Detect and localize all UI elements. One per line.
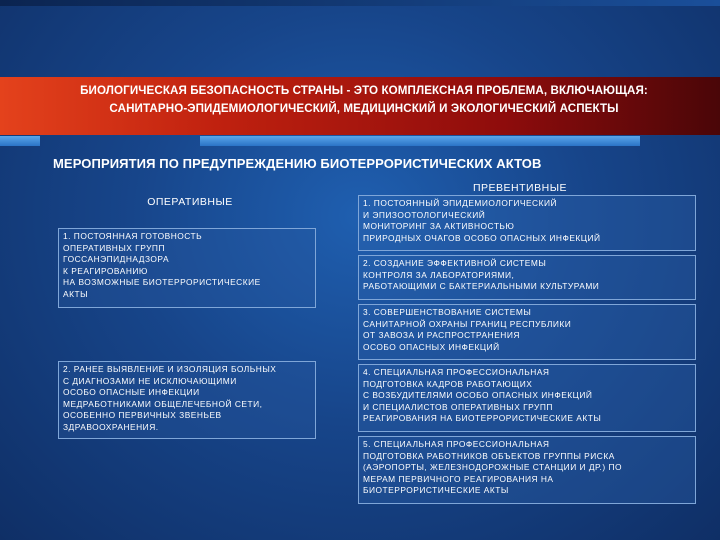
- banner-title: [14, 82, 714, 118]
- preventive-item-4: 4. СПЕЦИАЛЬНАЯ ПРОФЕССИОНАЛЬНАЯ ПОДГОТОВКА КАДРОВ РАБОТАЮЩИХ С ВОЗБУДИТЕЛЯМИ ОСОБО ОПАСНЫХ ИНФЕКЦИЙ И СПЕЦИАЛИСТОВ ОПЕРАТИВНЫХ ГРУПП РЕАГИРОВАНИЯ НА БИОТЕРРОРИСТИЧЕСКИЕ АКТЫ: [358, 364, 696, 432]
- preventive-item-1: 1. ПОСТОЯННЫЙ ЭПИДЕМИОЛОГИЧЕСКИЙ И ЭПИЗООТОЛОГИЧЕСКИЙ МОНИТОРИНГ ЗА АКТИВНОСТЬЮ ПРИРОДНЫХ ОЧАГОВ ОСОБО ОПАСНЫХ ИНФЕКЦИЙ: [358, 195, 696, 251]
- preventive-item-2: 2. СОЗДАНИЕ ЭФФЕКТИВНОЙ СИСТЕМЫ КОНТРОЛЯ ЗА ЛАБОРАТОРИЯМИ, РАБОТАЮЩИМИ С БАКТЕРИАЛЬНЫМИ КУЛЬТУРАМИ: [358, 255, 696, 300]
- decor-strip-right: [200, 136, 640, 146]
- section-heading: МЕРОПРИЯТИЯ ПО ПРЕДУПРЕЖДЕНИЮ БИОТЕРРОРИСТИЧЕСКИХ АКТОВ: [53, 156, 542, 171]
- banner-line-2: САНИТАРНО-ЭПИДЕМИОЛОГИЧЕСКИЙ, МЕДИЦИНСКИЙ И ЭКОЛОГИЧЕСКИЙ АСПЕКТЫ: [109, 102, 619, 115]
- operational-item-1: 1. ПОСТОЯННАЯ ГОТОВНОСТЬ ОПЕРАТИВНЫХ ГРУПП ГОССАНЭПИДНАДЗОРА К РЕАГИРОВАНИЮ НА ВОЗМОЖНЫЕ БИОТЕРРОРИСТИЧЕСКИЕ АКТЫ: [58, 228, 316, 308]
- banner-line-1: БИОЛОГИЧЕСКАЯ БЕЗОПАСНОСТЬ СТРАНЫ - ЭТО КОМПЛЕКСНАЯ ПРОБЛЕМА, ВКЛЮЧАЮЩАЯ:: [80, 84, 648, 97]
- decor-strip-left: [0, 136, 40, 146]
- left-column-title: ОПЕРАТИВНЫЕ: [147, 196, 233, 208]
- preventive-item-3: 3. СОВЕРШЕНСТВОВАНИЕ СИСТЕМЫ САНИТАРНОЙ ОХРАНЫ ГРАНИЦ РЕСПУБЛИКИ ОТ ЗАВОЗА И РАСПРОСТРАНЕНИЯ ОСОБО ОПАСНЫХ ИНФЕКЦИЙ: [358, 304, 696, 360]
- operational-item-2: 2. РАНЕЕ ВЫЯВЛЕНИЕ И ИЗОЛЯЦИЯ БОЛЬНЫХ С ДИАГНОЗАМИ НЕ ИСКЛЮЧАЮЩИМИ ОСОБО ОПАСНЫЕ ИНФЕКЦИИ МЕДРАБОТНИКАМИ ОБЩЕЛЕЧЕБНОЙ СЕТИ, ОСОБЕННО ПЕРВИЧНЫХ ЗВЕНЬЕВ ЗДРАВООХРАНЕНИЯ.: [58, 361, 316, 439]
- preventive-item-5: 5. СПЕЦИАЛЬНАЯ ПРОФЕССИОНАЛЬНАЯ ПОДГОТОВКА РАБОТНИКОВ ОБЪЕКТОВ ГРУППЫ РИСКА (АЭРОПОРТЫ, ЖЕЛЕЗНОДОРОЖНЫЕ СТАНЦИИ И ДР.) ПО МЕРАМ ПЕРВИЧНОГО РЕАГИРОВАНИЯ НА БИОТЕРРОРИСТИЧЕСКИЕ АКТЫ: [358, 436, 696, 504]
- top-decor-line: [0, 0, 720, 6]
- right-column-title: ПРЕВЕНТИВНЫЕ: [473, 182, 567, 194]
